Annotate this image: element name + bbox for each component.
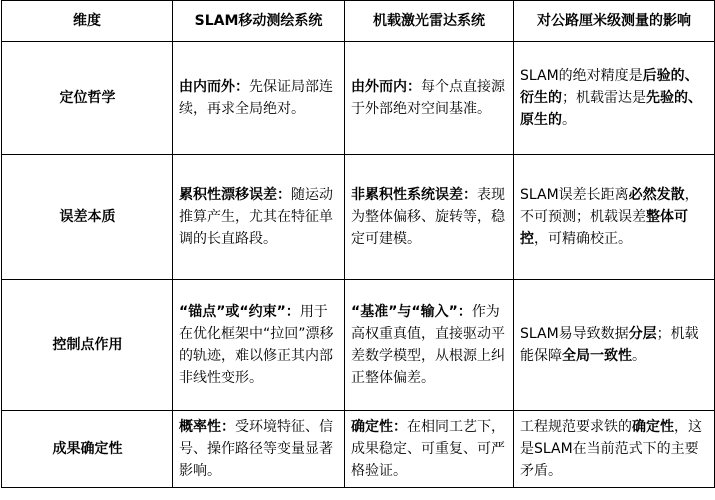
slam-key: 累积性漂移误差： — [179, 187, 291, 203]
impact-text: ，不可预测；机载误差 — [520, 187, 699, 225]
impact-cell — [514, 42, 715, 155]
impact-emphasis: 后验的、衍生的 — [520, 68, 699, 106]
slam-cell — [173, 155, 345, 280]
impact-text: 工程规范要求铁的 — [520, 419, 632, 435]
slam-key: “锚点”或“约束”： — [179, 304, 300, 320]
impact-text: ；机载能保障 — [520, 326, 699, 364]
header-lidar: 机载激光雷达系统 — [345, 1, 514, 42]
lidar-desc: 作为高权重真值，直接驱动平差数学模型，从根源上纠正整体偏差。 — [351, 304, 505, 386]
lidar-desc: 在相同工艺下，成果稳定、可重复、可严格验证。 — [351, 419, 505, 479]
lidar-cell — [345, 411, 514, 488]
impact-text: ，这是SLAM在当前范式下的主要矛盾。 — [520, 419, 702, 479]
table-row — [2, 280, 715, 411]
lidar-key: 由外而内： — [351, 79, 421, 95]
lidar-cell — [345, 280, 514, 411]
table-row — [2, 42, 715, 155]
header-dimension: 维度 — [2, 1, 173, 42]
slam-cell — [173, 411, 345, 488]
header-slam: SLAM移动测绘系统 — [173, 1, 345, 42]
impact-emphasis: 分层 — [628, 326, 657, 342]
table-row — [2, 155, 715, 280]
slam-key: 概率性： — [179, 419, 235, 435]
impact-emphasis: 必然发散 — [628, 187, 685, 203]
lidar-key: 非累积性系统误差： — [351, 187, 477, 203]
slam-cell — [173, 42, 345, 155]
impact-emphasis: 全局一致性 — [562, 348, 632, 364]
impact-cell — [514, 155, 715, 280]
impact-text: 。 — [632, 348, 646, 364]
dimension-cell: 控制点作用 — [2, 280, 173, 411]
slam-desc: 用于在优化框架中“拉回”漂移的轨迹，难以修正其内部非线性变形。 — [179, 304, 334, 386]
slam-key: 由内而外： — [179, 79, 249, 95]
impact-cell — [514, 411, 715, 488]
lidar-cell — [345, 42, 514, 155]
impact-text: ；机载雷达是 — [562, 90, 646, 106]
lidar-key: “基准”与“输入”： — [351, 304, 472, 320]
lidar-desc: 表现为整体偏移、旋转等，稳定可建模。 — [351, 187, 505, 247]
impact-emphasis: 先验的、原生的 — [520, 90, 702, 128]
lidar-key: 确定性： — [351, 419, 407, 435]
impact-cell — [514, 280, 715, 411]
table-row — [2, 411, 715, 488]
dimension-cell: 误差本质 — [2, 155, 173, 280]
header-impact: 对公路厘米级测量的影响 — [514, 1, 715, 42]
dimension-cell: 成果确定性 — [2, 411, 173, 488]
slam-cell — [173, 280, 345, 411]
lidar-desc: 每个点直接源于外部绝对空间基准。 — [351, 79, 505, 117]
table-header-row — [2, 1, 715, 42]
lidar-cell — [345, 155, 514, 280]
impact-emphasis: 整体可控 — [520, 209, 688, 247]
slam-desc: 随运动推算产生，尤其在特征单调的长直路段。 — [179, 187, 333, 247]
slam-desc: 先保证局部连续，再求全局绝对。 — [179, 79, 333, 117]
dimension-cell: 定位哲学 — [2, 42, 173, 155]
impact-text: 。 — [562, 112, 576, 128]
impact-text: SLAM易导致数据 — [520, 326, 629, 342]
impact-text: ，可精确校正。 — [534, 231, 632, 247]
impact-emphasis: 确定性 — [632, 419, 674, 435]
impact-text: SLAM误差长距离 — [520, 187, 629, 203]
impact-text: SLAM的绝对精度是 — [520, 68, 643, 84]
slam-desc: 受环境特征、信号、操作路径等变量显著影响。 — [179, 419, 333, 479]
comparison-table — [1, 0, 715, 488]
